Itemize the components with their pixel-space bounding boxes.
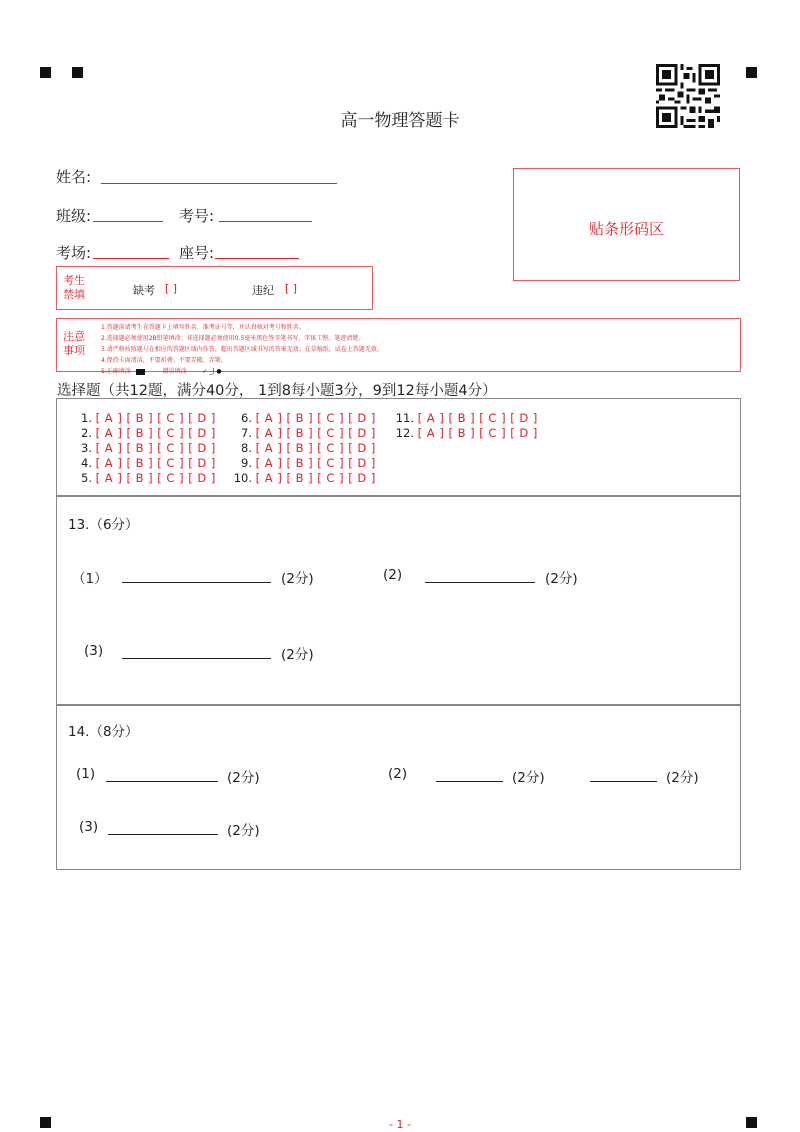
choice-question-5[interactable]: 5. [ A ] [ B ] [ C ] [ D ]	[81, 471, 216, 485]
filled-sample-icon	[136, 369, 145, 375]
q14-part2a-answer-line[interactable]	[436, 781, 503, 782]
exam-no-field[interactable]	[219, 221, 312, 222]
page-number: - 1 -	[389, 1118, 411, 1131]
q14-part2b-answer-line[interactable]	[590, 781, 657, 782]
q13-answer-area	[56, 496, 741, 705]
choice-question-3[interactable]: 3. [ A ] [ B ] [ C ] [ D ]	[81, 441, 216, 455]
candidate-status-box	[56, 266, 373, 310]
class-field[interactable]	[93, 221, 163, 222]
q14-part3-score: (2分)	[227, 823, 260, 839]
q14-part2a-score: (2分)	[512, 770, 545, 786]
choice-question-11[interactable]: 11. [ A ] [ B ] [ C ] [ D ]	[395, 411, 538, 425]
q14-heading: 14.（8分）	[68, 724, 139, 740]
room-field[interactable]	[93, 258, 169, 259]
q13-part2-label: (2)	[383, 567, 403, 583]
class-label: 班级:	[56, 207, 92, 225]
notice-text: 1.答题前请考生在答题卡上填写姓名、准考证号等，并认真核对考号和姓名。 2.选择题必须使用2B铅笔填涂；非选择题必须使用0.5毫米黑色签字笔书写，字体工整、笔迹清楚。 3.请严格按照题号在相应的答题区域内作答，超出答题区域书写的答案无效；在草稿纸、试卷上答题无效。 4.保持卡面清洁，不要折叠、不要弄破、弄皱。 5.正确填涂 错误填涂 ✓ _| ●	[101, 324, 383, 375]
q13-part2-answer-line[interactable]	[425, 582, 535, 583]
notice-box-title: 注意 事项	[63, 330, 85, 357]
q13-part1-label: （1）	[72, 571, 108, 587]
alignment-marker-icon	[72, 67, 83, 78]
absent-checkbox[interactable]: [ ]	[165, 282, 178, 295]
wrong-sample-icon: ✓ _| ●	[202, 368, 222, 375]
choice-question-1[interactable]: 1. [ A ] [ B ] [ C ] [ D ]	[81, 411, 216, 425]
choice-question-9[interactable]: 9. [ A ] [ B ] [ C ] [ D ]	[241, 456, 376, 470]
q14-answer-area	[56, 705, 741, 870]
name-field[interactable]	[101, 183, 337, 184]
q14-part2b-score: (2分)	[666, 770, 699, 786]
choice-question-7[interactable]: 7. [ A ] [ B ] [ C ] [ D ]	[241, 426, 376, 440]
room-label: 考场:	[56, 244, 92, 262]
q13-part1-answer-line[interactable]	[122, 582, 271, 583]
choice-heading: 选择题（共12题，满分40分， 1到8每小题3分，9到12每小题4分）	[57, 383, 497, 399]
q14-part3-answer-line[interactable]	[108, 834, 218, 835]
q14-part1-score: (2分)	[227, 770, 260, 786]
barcode-area-label: 贴条形码区	[588, 220, 664, 238]
q13-part3-answer-line[interactable]	[122, 658, 271, 659]
seat-label: 座号:	[179, 244, 215, 262]
q13-part1-score: (2分)	[281, 571, 314, 587]
choice-question-6[interactable]: 6. [ A ] [ B ] [ C ] [ D ]	[241, 411, 376, 425]
q13-part3-score: (2分)	[281, 647, 314, 663]
q13-part2-score: (2分)	[545, 571, 578, 587]
q14-part2-label: (2)	[388, 766, 408, 782]
q13-heading: 13.（6分）	[68, 517, 139, 533]
choice-question-4[interactable]: 4. [ A ] [ B ] [ C ] [ D ]	[81, 456, 216, 470]
q14-part1-label: (1)	[76, 766, 96, 782]
alignment-marker-icon	[40, 67, 51, 78]
q13-part3-label: (3)	[84, 643, 104, 659]
violation-label: 违纪	[252, 284, 274, 297]
alignment-marker-icon	[746, 67, 757, 78]
choice-question-2[interactable]: 2. [ A ] [ B ] [ C ] [ D ]	[81, 426, 216, 440]
violation-checkbox[interactable]: [ ]	[285, 282, 298, 295]
name-label: 姓名:	[56, 168, 92, 186]
exam-no-label: 考号:	[179, 207, 215, 225]
choice-question-12[interactable]: 12. [ A ] [ B ] [ C ] [ D ]	[395, 426, 538, 440]
choice-question-8[interactable]: 8. [ A ] [ B ] [ C ] [ D ]	[241, 441, 376, 455]
choice-question-10[interactable]: 10. [ A ] [ B ] [ C ] [ D ]	[233, 471, 376, 485]
candidate-box-title: 考生 禁填	[63, 274, 85, 301]
q14-part1-answer-line[interactable]	[106, 781, 218, 782]
page-title: 高一物理答题卡	[340, 111, 460, 131]
seat-field[interactable]	[215, 258, 299, 259]
q14-part3-label: (3)	[79, 819, 99, 835]
absent-label: 缺考	[133, 284, 155, 297]
